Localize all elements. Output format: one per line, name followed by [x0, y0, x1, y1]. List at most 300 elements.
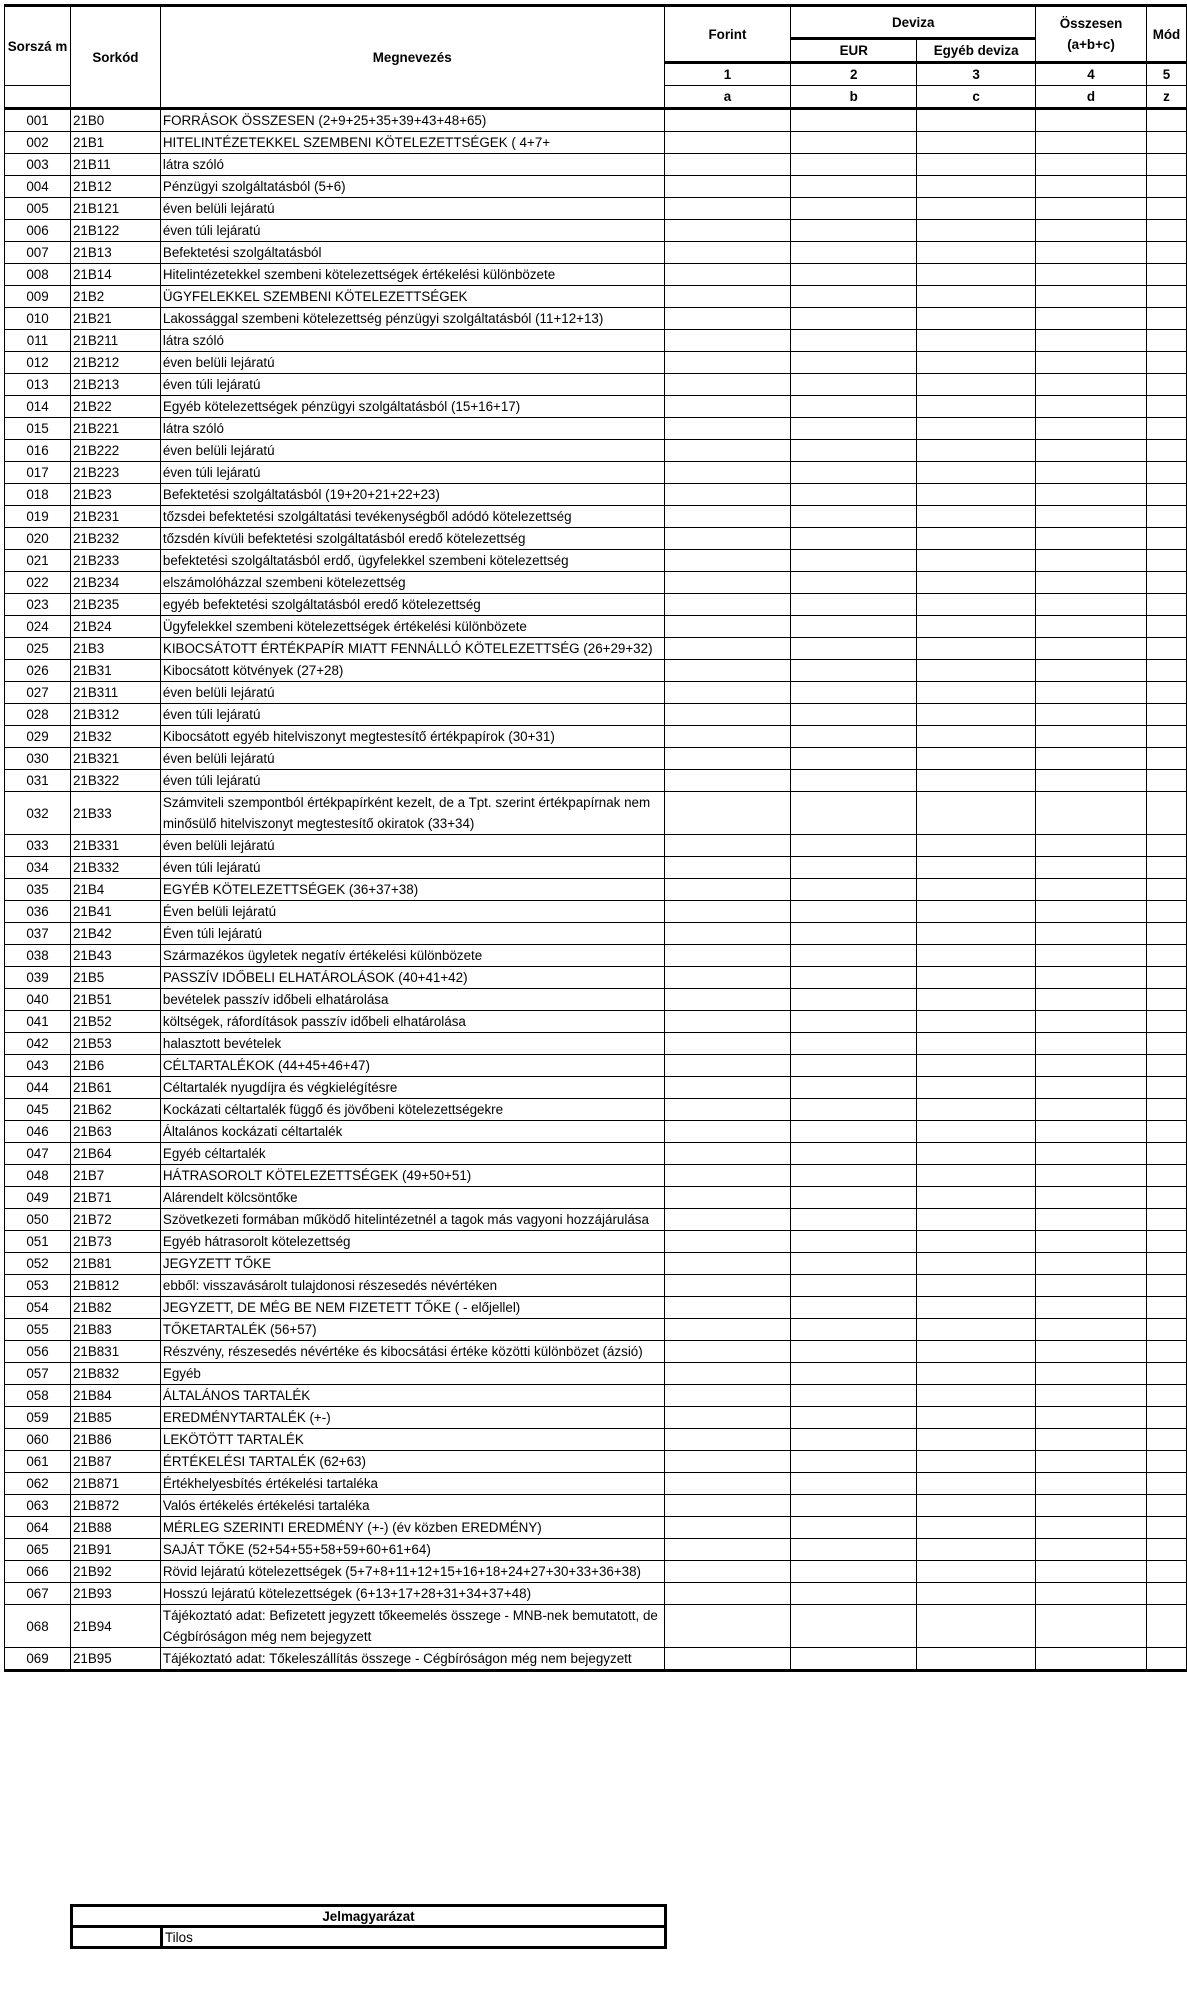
cell-egyeb-deviza[interactable] [917, 176, 1036, 198]
cell-osszesen[interactable] [1036, 1385, 1147, 1407]
cell-forint[interactable] [664, 572, 791, 594]
cell-forint[interactable] [664, 616, 791, 638]
cell-eur[interactable] [791, 1605, 917, 1648]
cell-eur[interactable] [791, 1319, 917, 1341]
cell-mod[interactable] [1146, 1583, 1186, 1605]
cell-osszesen[interactable] [1036, 286, 1147, 308]
cell-egyeb-deviza[interactable] [917, 1517, 1036, 1539]
cell-forint[interactable] [664, 154, 791, 176]
cell-mod[interactable] [1146, 286, 1186, 308]
cell-mod[interactable] [1146, 1231, 1186, 1253]
cell-osszesen[interactable] [1036, 330, 1147, 352]
cell-eur[interactable] [791, 1648, 917, 1671]
cell-egyeb-deviza[interactable] [917, 638, 1036, 660]
cell-mod[interactable] [1146, 1517, 1186, 1539]
cell-osszesen[interactable] [1036, 704, 1147, 726]
cell-osszesen[interactable] [1036, 484, 1147, 506]
cell-osszesen[interactable] [1036, 264, 1147, 286]
cell-egyeb-deviza[interactable] [917, 220, 1036, 242]
cell-mod[interactable] [1146, 660, 1186, 682]
cell-osszesen[interactable] [1036, 374, 1147, 396]
cell-osszesen[interactable] [1036, 748, 1147, 770]
cell-osszesen[interactable] [1036, 1121, 1147, 1143]
cell-eur[interactable] [791, 1517, 917, 1539]
cell-egyeb-deviza[interactable] [917, 1561, 1036, 1583]
cell-osszesen[interactable] [1036, 572, 1147, 594]
cell-forint[interactable] [664, 1121, 791, 1143]
cell-mod[interactable] [1146, 352, 1186, 374]
cell-egyeb-deviza[interactable] [917, 1209, 1036, 1231]
cell-eur[interactable] [791, 198, 917, 220]
cell-eur[interactable] [791, 374, 917, 396]
cell-forint[interactable] [664, 726, 791, 748]
cell-eur[interactable] [791, 286, 917, 308]
cell-osszesen[interactable] [1036, 660, 1147, 682]
cell-osszesen[interactable] [1036, 792, 1147, 835]
cell-eur[interactable] [791, 1165, 917, 1187]
cell-mod[interactable] [1146, 462, 1186, 484]
cell-eur[interactable] [791, 528, 917, 550]
cell-egyeb-deviza[interactable] [917, 748, 1036, 770]
cell-osszesen[interactable] [1036, 989, 1147, 1011]
cell-mod[interactable] [1146, 704, 1186, 726]
cell-eur[interactable] [791, 1253, 917, 1275]
cell-osszesen[interactable] [1036, 1539, 1147, 1561]
cell-osszesen[interactable] [1036, 1583, 1147, 1605]
cell-forint[interactable] [664, 176, 791, 198]
cell-osszesen[interactable] [1036, 1297, 1147, 1319]
cell-egyeb-deviza[interactable] [917, 967, 1036, 989]
cell-eur[interactable] [791, 242, 917, 264]
cell-eur[interactable] [791, 1187, 917, 1209]
cell-mod[interactable] [1146, 989, 1186, 1011]
cell-forint[interactable] [664, 1583, 791, 1605]
cell-egyeb-deviza[interactable] [917, 1495, 1036, 1517]
cell-egyeb-deviza[interactable] [917, 1253, 1036, 1275]
cell-forint[interactable] [664, 286, 791, 308]
cell-eur[interactable] [791, 330, 917, 352]
cell-forint[interactable] [664, 440, 791, 462]
cell-osszesen[interactable] [1036, 967, 1147, 989]
cell-mod[interactable] [1146, 1033, 1186, 1055]
cell-eur[interactable] [791, 748, 917, 770]
cell-mod[interactable] [1146, 132, 1186, 154]
cell-forint[interactable] [664, 835, 791, 857]
cell-egyeb-deviza[interactable] [917, 154, 1036, 176]
cell-forint[interactable] [664, 418, 791, 440]
cell-osszesen[interactable] [1036, 1033, 1147, 1055]
cell-osszesen[interactable] [1036, 879, 1147, 901]
cell-mod[interactable] [1146, 308, 1186, 330]
cell-egyeb-deviza[interactable] [917, 835, 1036, 857]
cell-eur[interactable] [791, 396, 917, 418]
cell-egyeb-deviza[interactable] [917, 901, 1036, 923]
cell-osszesen[interactable] [1036, 176, 1147, 198]
cell-osszesen[interactable] [1036, 770, 1147, 792]
cell-egyeb-deviza[interactable] [917, 1055, 1036, 1077]
cell-forint[interactable] [664, 923, 791, 945]
cell-osszesen[interactable] [1036, 352, 1147, 374]
cell-forint[interactable] [664, 484, 791, 506]
cell-osszesen[interactable] [1036, 1011, 1147, 1033]
cell-forint[interactable] [664, 1033, 791, 1055]
cell-egyeb-deviza[interactable] [917, 682, 1036, 704]
cell-osszesen[interactable] [1036, 1341, 1147, 1363]
cell-mod[interactable] [1146, 792, 1186, 835]
cell-osszesen[interactable] [1036, 154, 1147, 176]
cell-forint[interactable] [664, 1165, 791, 1187]
cell-mod[interactable] [1146, 1253, 1186, 1275]
cell-forint[interactable] [664, 1407, 791, 1429]
cell-eur[interactable] [791, 770, 917, 792]
cell-mod[interactable] [1146, 1297, 1186, 1319]
cell-forint[interactable] [664, 1319, 791, 1341]
cell-egyeb-deviza[interactable] [917, 945, 1036, 967]
cell-egyeb-deviza[interactable] [917, 308, 1036, 330]
cell-eur[interactable] [791, 1011, 917, 1033]
cell-forint[interactable] [664, 330, 791, 352]
cell-eur[interactable] [791, 1055, 917, 1077]
cell-eur[interactable] [791, 1033, 917, 1055]
cell-eur[interactable] [791, 484, 917, 506]
cell-egyeb-deviza[interactable] [917, 330, 1036, 352]
cell-egyeb-deviza[interactable] [917, 1605, 1036, 1648]
cell-osszesen[interactable] [1036, 1231, 1147, 1253]
cell-eur[interactable] [791, 638, 917, 660]
cell-osszesen[interactable] [1036, 901, 1147, 923]
cell-egyeb-deviza[interactable] [917, 1231, 1036, 1253]
cell-egyeb-deviza[interactable] [917, 879, 1036, 901]
cell-mod[interactable] [1146, 528, 1186, 550]
cell-forint[interactable] [664, 132, 791, 154]
cell-egyeb-deviza[interactable] [917, 616, 1036, 638]
cell-forint[interactable] [664, 1429, 791, 1451]
cell-osszesen[interactable] [1036, 440, 1147, 462]
cell-egyeb-deviza[interactable] [917, 528, 1036, 550]
cell-osszesen[interactable] [1036, 1495, 1147, 1517]
cell-forint[interactable] [664, 264, 791, 286]
cell-egyeb-deviza[interactable] [917, 704, 1036, 726]
cell-forint[interactable] [664, 1077, 791, 1099]
cell-osszesen[interactable] [1036, 835, 1147, 857]
cell-egyeb-deviza[interactable] [917, 1451, 1036, 1473]
cell-eur[interactable] [791, 1363, 917, 1385]
cell-eur[interactable] [791, 1077, 917, 1099]
cell-mod[interactable] [1146, 484, 1186, 506]
cell-mod[interactable] [1146, 330, 1186, 352]
cell-forint[interactable] [664, 396, 791, 418]
cell-mod[interactable] [1146, 1209, 1186, 1231]
cell-forint[interactable] [664, 967, 791, 989]
cell-mod[interactable] [1146, 1539, 1186, 1561]
cell-egyeb-deviza[interactable] [917, 1473, 1036, 1495]
cell-eur[interactable] [791, 704, 917, 726]
cell-eur[interactable] [791, 1495, 917, 1517]
cell-osszesen[interactable] [1036, 1605, 1147, 1648]
cell-osszesen[interactable] [1036, 1517, 1147, 1539]
cell-egyeb-deviza[interactable] [917, 1275, 1036, 1297]
cell-forint[interactable] [664, 220, 791, 242]
cell-forint[interactable] [664, 770, 791, 792]
cell-eur[interactable] [791, 1473, 917, 1495]
cell-eur[interactable] [791, 835, 917, 857]
cell-forint[interactable] [664, 594, 791, 616]
cell-eur[interactable] [791, 1451, 917, 1473]
cell-osszesen[interactable] [1036, 462, 1147, 484]
cell-eur[interactable] [791, 989, 917, 1011]
cell-mod[interactable] [1146, 682, 1186, 704]
cell-egyeb-deviza[interactable] [917, 462, 1036, 484]
cell-forint[interactable] [664, 242, 791, 264]
cell-egyeb-deviza[interactable] [917, 594, 1036, 616]
cell-forint[interactable] [664, 352, 791, 374]
cell-osszesen[interactable] [1036, 1209, 1147, 1231]
cell-osszesen[interactable] [1036, 945, 1147, 967]
cell-eur[interactable] [791, 1231, 917, 1253]
cell-egyeb-deviza[interactable] [917, 1648, 1036, 1671]
cell-egyeb-deviza[interactable] [917, 440, 1036, 462]
cell-eur[interactable] [791, 1121, 917, 1143]
cell-osszesen[interactable] [1036, 109, 1147, 132]
cell-egyeb-deviza[interactable] [917, 242, 1036, 264]
cell-osszesen[interactable] [1036, 1187, 1147, 1209]
cell-osszesen[interactable] [1036, 1165, 1147, 1187]
cell-egyeb-deviza[interactable] [917, 1583, 1036, 1605]
cell-egyeb-deviza[interactable] [917, 923, 1036, 945]
cell-forint[interactable] [664, 1451, 791, 1473]
cell-eur[interactable] [791, 132, 917, 154]
cell-mod[interactable] [1146, 1187, 1186, 1209]
cell-osszesen[interactable] [1036, 682, 1147, 704]
cell-eur[interactable] [791, 594, 917, 616]
cell-mod[interactable] [1146, 154, 1186, 176]
cell-forint[interactable] [664, 660, 791, 682]
cell-osszesen[interactable] [1036, 506, 1147, 528]
cell-egyeb-deviza[interactable] [917, 1077, 1036, 1099]
cell-mod[interactable] [1146, 418, 1186, 440]
cell-eur[interactable] [791, 857, 917, 879]
cell-osszesen[interactable] [1036, 594, 1147, 616]
cell-osszesen[interactable] [1036, 1648, 1147, 1671]
cell-osszesen[interactable] [1036, 1561, 1147, 1583]
cell-mod[interactable] [1146, 440, 1186, 462]
cell-eur[interactable] [791, 616, 917, 638]
cell-mod[interactable] [1146, 1605, 1186, 1648]
cell-osszesen[interactable] [1036, 1407, 1147, 1429]
cell-forint[interactable] [664, 792, 791, 835]
cell-egyeb-deviza[interactable] [917, 1187, 1036, 1209]
cell-eur[interactable] [791, 1407, 917, 1429]
cell-mod[interactable] [1146, 901, 1186, 923]
cell-mod[interactable] [1146, 1495, 1186, 1517]
cell-egyeb-deviza[interactable] [917, 374, 1036, 396]
cell-forint[interactable] [664, 901, 791, 923]
cell-osszesen[interactable] [1036, 1451, 1147, 1473]
cell-osszesen[interactable] [1036, 638, 1147, 660]
cell-eur[interactable] [791, 1539, 917, 1561]
cell-eur[interactable] [791, 308, 917, 330]
cell-mod[interactable] [1146, 726, 1186, 748]
cell-egyeb-deviza[interactable] [917, 792, 1036, 835]
cell-egyeb-deviza[interactable] [917, 109, 1036, 132]
cell-egyeb-deviza[interactable] [917, 1539, 1036, 1561]
cell-egyeb-deviza[interactable] [917, 1143, 1036, 1165]
cell-forint[interactable] [664, 1275, 791, 1297]
cell-osszesen[interactable] [1036, 1363, 1147, 1385]
cell-mod[interactable] [1146, 1429, 1186, 1451]
cell-osszesen[interactable] [1036, 616, 1147, 638]
cell-egyeb-deviza[interactable] [917, 198, 1036, 220]
cell-egyeb-deviza[interactable] [917, 286, 1036, 308]
cell-osszesen[interactable] [1036, 1099, 1147, 1121]
cell-eur[interactable] [791, 550, 917, 572]
cell-mod[interactable] [1146, 550, 1186, 572]
cell-egyeb-deviza[interactable] [917, 1011, 1036, 1033]
cell-forint[interactable] [664, 198, 791, 220]
cell-mod[interactable] [1146, 638, 1186, 660]
cell-egyeb-deviza[interactable] [917, 572, 1036, 594]
cell-mod[interactable] [1146, 1561, 1186, 1583]
cell-forint[interactable] [664, 1605, 791, 1648]
cell-eur[interactable] [791, 176, 917, 198]
cell-osszesen[interactable] [1036, 923, 1147, 945]
cell-forint[interactable] [664, 1517, 791, 1539]
cell-mod[interactable] [1146, 1341, 1186, 1363]
cell-eur[interactable] [791, 1583, 917, 1605]
cell-mod[interactable] [1146, 1165, 1186, 1187]
cell-mod[interactable] [1146, 1275, 1186, 1297]
cell-mod[interactable] [1146, 198, 1186, 220]
cell-forint[interactable] [664, 1143, 791, 1165]
cell-osszesen[interactable] [1036, 1275, 1147, 1297]
cell-mod[interactable] [1146, 374, 1186, 396]
cell-eur[interactable] [791, 264, 917, 286]
cell-eur[interactable] [791, 440, 917, 462]
cell-mod[interactable] [1146, 396, 1186, 418]
cell-mod[interactable] [1146, 1099, 1186, 1121]
cell-mod[interactable] [1146, 1121, 1186, 1143]
cell-mod[interactable] [1146, 879, 1186, 901]
cell-forint[interactable] [664, 1648, 791, 1671]
cell-forint[interactable] [664, 374, 791, 396]
cell-forint[interactable] [664, 1495, 791, 1517]
cell-forint[interactable] [664, 945, 791, 967]
cell-mod[interactable] [1146, 220, 1186, 242]
cell-eur[interactable] [791, 726, 917, 748]
cell-egyeb-deviza[interactable] [917, 1297, 1036, 1319]
cell-eur[interactable] [791, 879, 917, 901]
cell-eur[interactable] [791, 462, 917, 484]
cell-egyeb-deviza[interactable] [917, 726, 1036, 748]
cell-egyeb-deviza[interactable] [917, 550, 1036, 572]
cell-forint[interactable] [664, 638, 791, 660]
cell-eur[interactable] [791, 792, 917, 835]
cell-eur[interactable] [791, 1561, 917, 1583]
cell-mod[interactable] [1146, 594, 1186, 616]
cell-egyeb-deviza[interactable] [917, 396, 1036, 418]
cell-osszesen[interactable] [1036, 528, 1147, 550]
cell-eur[interactable] [791, 660, 917, 682]
cell-osszesen[interactable] [1036, 242, 1147, 264]
cell-osszesen[interactable] [1036, 857, 1147, 879]
cell-osszesen[interactable] [1036, 308, 1147, 330]
cell-mod[interactable] [1146, 1143, 1186, 1165]
cell-egyeb-deviza[interactable] [917, 857, 1036, 879]
cell-osszesen[interactable] [1036, 1429, 1147, 1451]
cell-osszesen[interactable] [1036, 1143, 1147, 1165]
cell-mod[interactable] [1146, 176, 1186, 198]
cell-mod[interactable] [1146, 923, 1186, 945]
cell-mod[interactable] [1146, 1473, 1186, 1495]
cell-eur[interactable] [791, 901, 917, 923]
cell-egyeb-deviza[interactable] [917, 1121, 1036, 1143]
cell-forint[interactable] [664, 1253, 791, 1275]
cell-forint[interactable] [664, 857, 791, 879]
cell-forint[interactable] [664, 1231, 791, 1253]
cell-forint[interactable] [664, 1363, 791, 1385]
cell-egyeb-deviza[interactable] [917, 770, 1036, 792]
cell-forint[interactable] [664, 748, 791, 770]
cell-mod[interactable] [1146, 835, 1186, 857]
cell-egyeb-deviza[interactable] [917, 264, 1036, 286]
cell-mod[interactable] [1146, 264, 1186, 286]
cell-eur[interactable] [791, 1143, 917, 1165]
cell-forint[interactable] [664, 879, 791, 901]
cell-mod[interactable] [1146, 506, 1186, 528]
cell-forint[interactable] [664, 1055, 791, 1077]
cell-mod[interactable] [1146, 967, 1186, 989]
cell-eur[interactable] [791, 682, 917, 704]
cell-egyeb-deviza[interactable] [917, 132, 1036, 154]
cell-mod[interactable] [1146, 616, 1186, 638]
cell-forint[interactable] [664, 1209, 791, 1231]
cell-mod[interactable] [1146, 1011, 1186, 1033]
cell-eur[interactable] [791, 506, 917, 528]
cell-mod[interactable] [1146, 1363, 1186, 1385]
cell-eur[interactable] [791, 352, 917, 374]
cell-osszesen[interactable] [1036, 726, 1147, 748]
cell-forint[interactable] [664, 1385, 791, 1407]
cell-forint[interactable] [664, 550, 791, 572]
cell-forint[interactable] [664, 1011, 791, 1033]
cell-forint[interactable] [664, 1341, 791, 1363]
cell-mod[interactable] [1146, 945, 1186, 967]
cell-forint[interactable] [664, 308, 791, 330]
cell-egyeb-deviza[interactable] [917, 660, 1036, 682]
cell-forint[interactable] [664, 1561, 791, 1583]
cell-forint[interactable] [664, 1099, 791, 1121]
cell-egyeb-deviza[interactable] [917, 1099, 1036, 1121]
cell-forint[interactable] [664, 1297, 791, 1319]
cell-mod[interactable] [1146, 1077, 1186, 1099]
cell-forint[interactable] [664, 506, 791, 528]
cell-forint[interactable] [664, 682, 791, 704]
cell-osszesen[interactable] [1036, 198, 1147, 220]
cell-mod[interactable] [1146, 1319, 1186, 1341]
cell-forint[interactable] [664, 462, 791, 484]
cell-osszesen[interactable] [1036, 132, 1147, 154]
cell-osszesen[interactable] [1036, 396, 1147, 418]
cell-eur[interactable] [791, 109, 917, 132]
cell-eur[interactable] [791, 572, 917, 594]
cell-egyeb-deviza[interactable] [917, 1319, 1036, 1341]
cell-egyeb-deviza[interactable] [917, 1429, 1036, 1451]
cell-eur[interactable] [791, 1209, 917, 1231]
cell-eur[interactable] [791, 1297, 917, 1319]
cell-forint[interactable] [664, 1473, 791, 1495]
cell-mod[interactable] [1146, 1385, 1186, 1407]
cell-egyeb-deviza[interactable] [917, 484, 1036, 506]
